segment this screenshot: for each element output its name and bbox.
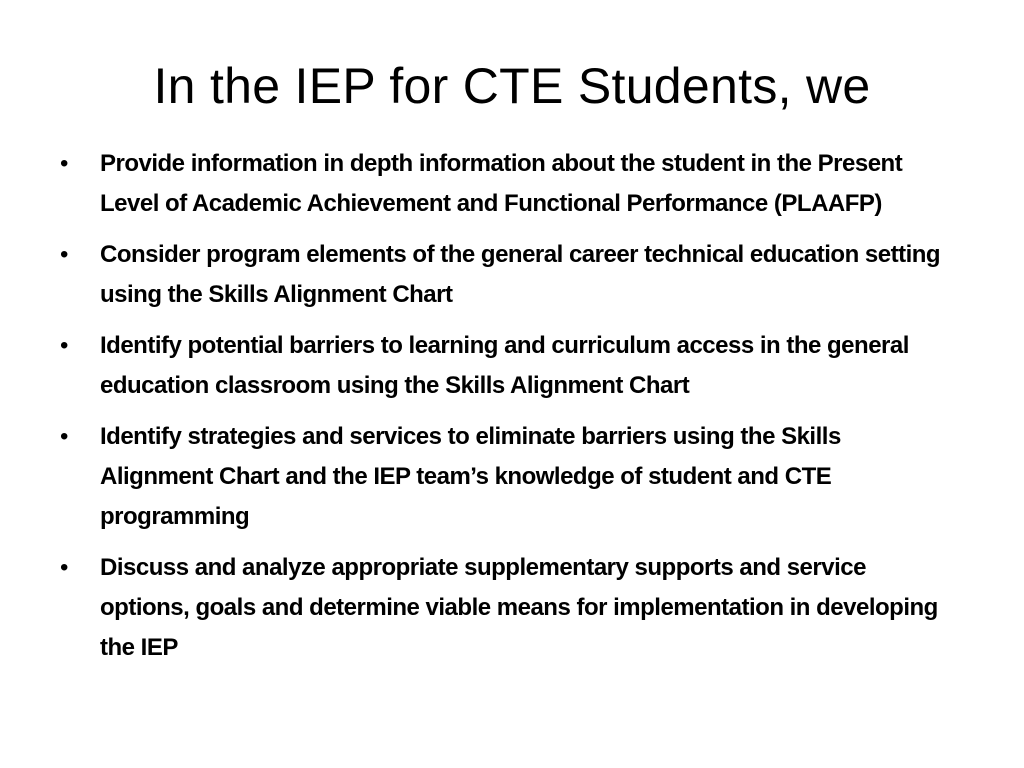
bullet-item xyxy=(58,144,948,224)
bullet-text: Identify potential barriers to learning and curriculum access in the general education classroom using the Skills Alignment Chart xyxy=(100,332,909,399)
bullet-icon: • xyxy=(60,554,68,581)
bullet-text: Consider program elements of the general career technical education setting using the Skills Alignment Chart xyxy=(100,241,941,308)
bullet-icon: • xyxy=(60,423,68,450)
slide-title: In the IEP for CTE Students, we xyxy=(153,58,871,114)
bullet-item xyxy=(58,326,948,406)
bullet-text: Provide information in depth information about the student in the Present Level of Academic Achievement and Functional Performance (PLAAFP) xyxy=(100,150,903,217)
bullet-item xyxy=(58,235,948,315)
bullet-item xyxy=(58,417,948,537)
bullet-icon: • xyxy=(60,241,68,268)
bullet-icon: • xyxy=(60,150,68,177)
bullet-list xyxy=(58,144,948,679)
bullet-text: Discuss and analyze appropriate supplementary supports and service options, goals and determine viable means for implementation in developing the IEP xyxy=(100,554,938,661)
bullet-item xyxy=(58,548,948,668)
bullet-icon: • xyxy=(60,332,68,359)
bullet-text: Identify strategies and services to eliminate barriers using the Skills Alignment Chart and the IEP team’s knowledge of student and CTE programming xyxy=(100,423,841,530)
